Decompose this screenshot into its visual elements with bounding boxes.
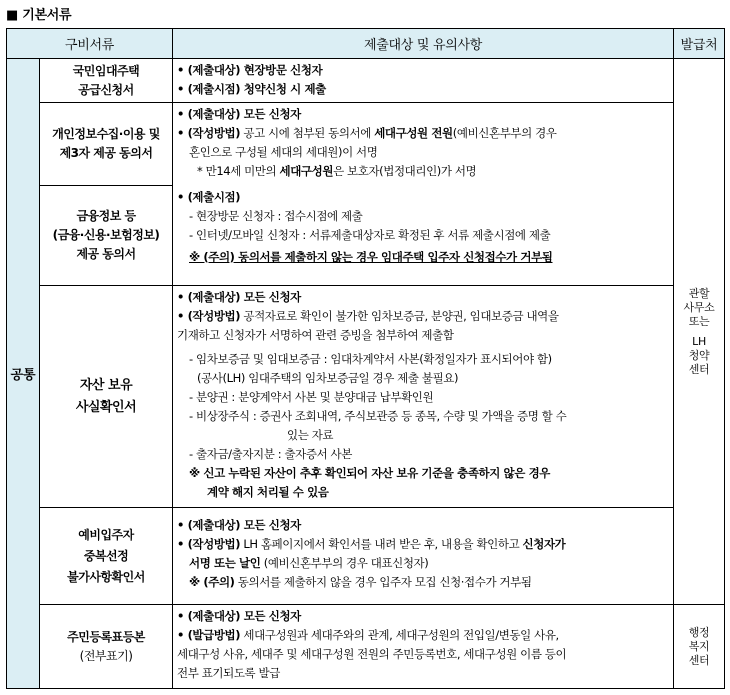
doc-notes: • (제출대상) 모든 신청자 • (작성방법) 공적자료로 확인이 불가한 임차보증금, 분양권, 임대보증금 내역을 기재하고 신청자가 서명하여 관련 증빙을 첨부하여 제출함 - 임차보증금 및 임대보증금 : 임대차계약서 사본(확정일자가 표시되어야 함) (공사(LH) 임대주택의 임차보증금일 경우 제출 불필요) - 분양권 : 분양계약서 사본 및 분양대금 납부확인원 - 비상장주식 : 증권사 조회내역, 주식보관증 등 종목, 수량 및 가액을 증명 할 수 있는 자료 - 출자금/출자지분 : 출자증서 사본 ※ 신고 누락된 자산이 추후 확인되어 자산 보유 기준을 충족하지 않은 경우 계약 해지 처리될 수 있음 (173, 286, 674, 508)
header-documents: 구비서류 (7, 29, 173, 59)
group-label: 공통 (7, 59, 40, 689)
doc-notes: • (제출대상) 현장방문 신청자 • (제출시점) 청약신청 시 제출 (173, 59, 674, 103)
doc-name: 국민임대주택 공급신청서 (40, 59, 173, 103)
header-issuer: 발급처 (674, 29, 725, 59)
header-row (7, 29, 725, 59)
doc-notes: • (제출대상) 모든 신청자 • (작성방법) LH 홈페이지에서 확인서를 내려 받은 후, 내용을 확인하고 신청자가 서명 또는 날인 (예비신혼부부의 경우 대표신청자) ※ (주의) 동의서를 제출하지 않을 경우 입주자 모집 신청·접수가 거부됨 (173, 508, 674, 605)
issuer-top: 관할 사무소 또는 LH 청약 센터 (674, 59, 725, 605)
section-title: ■ 기본서류 (6, 8, 72, 23)
required-documents-table (6, 28, 725, 689)
header-notes: 제출대상 및 유의사항 (173, 29, 674, 59)
table-row (7, 508, 725, 605)
doc-notes: • (제출시점) - 현장방문 신청자 : 접수시점에 제출 - 인터넷/모바일 신청자 : 서류제출대상자로 확정된 후 서류 제출시점에 제출 ※ (주의) 동의서를 제출하지 않는 경우 임대주택 입주자 신청접수가 거부됨 (173, 186, 674, 286)
table-row (7, 59, 725, 103)
doc-notes: • (제출대상) 모든 신청자 • (작성방법) 공고 시에 첨부된 동의서에 세대구성원 전원(예비신혼부부의 경우 혼인으로 구성될 세대의 세대원)이 서명 * 만14세 미만의 세대구성원은 보호자(법정대리인)가 서명 (173, 103, 674, 186)
doc-name: 예비입주자 중복선정 불가사항확인서 (40, 508, 173, 605)
doc-name: 자산 보유 사실확인서 (40, 286, 173, 508)
doc-name: 금융정보 등 (금융·신용·보험정보) 제공 동의서 (40, 186, 173, 286)
table-row (7, 605, 725, 689)
table-row (7, 186, 725, 286)
table-row (7, 103, 725, 186)
table-row (7, 286, 725, 508)
doc-name: 주민등록표등본 (전부표기) (40, 605, 173, 689)
doc-notes: • (제출대상) 모든 신청자 • (발급방법) 세대구성원과 세대주와의 관계, 세대구성원의 전입일/변동일 사유, 세대구성 사유, 세대주 및 세대구성원 전원의 주민등록번호, 세대구성원 이름 등이 전부 표기되도록 발급 (173, 605, 674, 689)
issuer-bottom: 행정 복지 센터 (674, 605, 725, 689)
doc-name: 개인정보수집·이용 및 제3자 제공 동의서 (40, 103, 173, 186)
